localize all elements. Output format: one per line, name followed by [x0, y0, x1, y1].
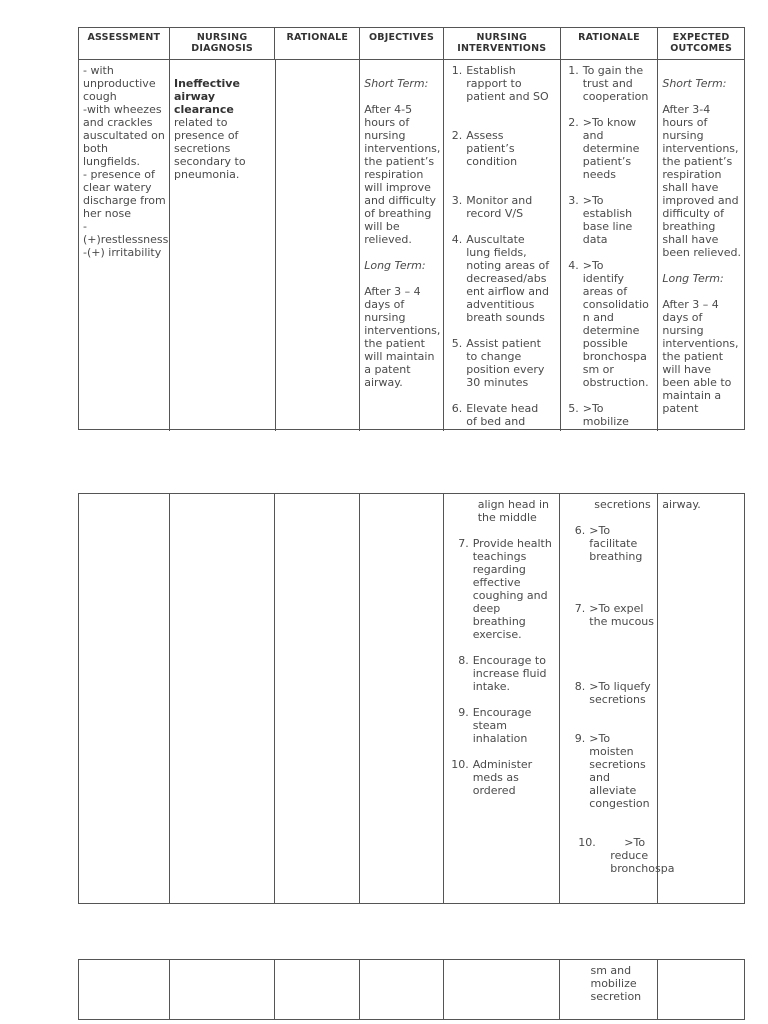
expected-outcomes-cell-empty [658, 960, 744, 1019]
assessment-line: cough [83, 90, 117, 103]
item-line: patient’s [466, 142, 515, 155]
item-line: reduce [610, 849, 649, 862]
assessment-line: (+)restlessness [83, 233, 169, 246]
item-number: 1. [451, 64, 463, 77]
spacer [448, 745, 557, 758]
item-line: determine [582, 142, 640, 155]
spacer [448, 641, 557, 654]
rationale-cell-empty [276, 60, 361, 431]
objectives-cell-empty [360, 494, 444, 903]
objective-line: will improve [364, 181, 431, 194]
item-line: possible [582, 337, 628, 350]
item-number: 8. [458, 654, 469, 667]
item-line: intake. [472, 680, 511, 693]
assessment-line: unproductive [83, 77, 156, 90]
item-line: align head in [477, 498, 550, 511]
item-line: and [582, 129, 604, 142]
item-line: areas of [582, 285, 628, 298]
item-line: effective [472, 576, 521, 589]
item-line: of bed and [466, 415, 526, 428]
diagnosis-line: presence of [174, 129, 239, 142]
outcome-line: breathing [662, 220, 716, 233]
objective-line: of breathing [364, 207, 432, 220]
objective-line: nursing [364, 311, 406, 324]
item-number: 9. [458, 706, 469, 719]
item-line: bronchospa [610, 862, 675, 875]
table-row [79, 960, 744, 1019]
continuation-text [564, 498, 654, 511]
objective-line: will maintain [364, 350, 435, 363]
item-number: 5. [451, 337, 463, 350]
spacer [448, 693, 557, 706]
item-line: position every [466, 363, 545, 376]
item-number: 3. [568, 194, 579, 207]
item-line: breath sounds [466, 311, 545, 324]
item-line: regarding [472, 563, 526, 576]
spacer [565, 389, 655, 402]
assessment-line: both lungfields. [83, 142, 140, 168]
objective-line: will be [364, 220, 400, 233]
item-line: cooperation [582, 90, 649, 103]
outcome-line: difficulty of [662, 207, 725, 220]
item-line: Monitor and [466, 194, 533, 207]
objective-line: relieved. [364, 233, 412, 246]
item-line: >To know [582, 116, 637, 129]
interventions-cell-empty [444, 960, 561, 1019]
item-line: decreased/abs [466, 272, 547, 285]
rationale-cell-empty [275, 494, 360, 903]
item-text [589, 732, 654, 810]
long-term-label: Long Term: [364, 259, 426, 272]
item-text [466, 64, 557, 103]
rationale-interventions-cell [561, 60, 659, 431]
item-line: ordered [472, 784, 516, 797]
item-line: trust and [582, 77, 633, 90]
header-nursing-diagnosis: NURSING DIAGNOSIS [170, 28, 276, 59]
objective-line: interventions, [364, 142, 441, 155]
spacer [448, 524, 557, 537]
header-rationale-2: RATIONALE [561, 28, 659, 59]
spacer [448, 389, 557, 402]
rationale-cell-empty [275, 960, 360, 1019]
outcome-line: interventions, [662, 337, 739, 350]
item-line: bronchospa [582, 350, 647, 363]
item-text [583, 402, 655, 428]
item-line: determine [582, 324, 640, 337]
diagnosis-title-line: airway [174, 90, 216, 103]
item-line: noting areas of [466, 259, 550, 272]
objective-line: days of [364, 298, 405, 311]
diagnosis-line: pneumonia. [174, 168, 240, 181]
spacer [564, 706, 654, 719]
objective-line: After 4-5 [364, 103, 413, 116]
item-number: 8. [574, 680, 586, 693]
spacer [564, 511, 654, 524]
objective-line: and difficulty [364, 194, 436, 207]
long-term-label: Long Term: [662, 272, 724, 285]
outcome-line: maintain a [662, 389, 722, 402]
assessment-line: -(+) irritability [83, 246, 162, 259]
item-text [583, 64, 655, 103]
item-line: adventitious [466, 298, 535, 311]
rationale-line: secretion [590, 990, 642, 1003]
spacer [662, 285, 741, 298]
item-line: ent airflow and [466, 285, 549, 298]
item-line: and [589, 771, 610, 784]
list-item [448, 337, 557, 389]
item-line: alleviate [589, 784, 637, 797]
assessment-line: clear watery [83, 181, 152, 194]
item-line: patient and SO [466, 90, 549, 103]
item-line: Assist patient [466, 337, 541, 350]
item-line: record V/S [466, 207, 524, 220]
item-line: Assess [466, 129, 504, 142]
list-item [565, 64, 655, 103]
rationale-line: mobilize [590, 977, 637, 990]
outcome-line: the patient [662, 350, 724, 363]
list-item [448, 654, 557, 693]
spacer [565, 103, 655, 116]
list-item [448, 233, 557, 324]
spacer [564, 667, 654, 680]
assessment-line: her nose [83, 207, 131, 220]
item-number: 7. [458, 537, 469, 550]
outcome-line: the patient’s [662, 155, 733, 168]
table-row [79, 494, 744, 903]
item-line: secretions [589, 758, 646, 771]
objective-line: airway. [364, 376, 403, 389]
diagnosis-cell-empty [170, 494, 276, 903]
item-number: 10. [451, 758, 469, 771]
diagnosis-cell [170, 60, 276, 431]
item-number: 2. [451, 129, 463, 142]
item-line: mobilize [582, 415, 629, 428]
outcome-line: hours of [662, 116, 708, 129]
interventions-cell [444, 60, 561, 431]
item-line: >To [589, 732, 611, 745]
item-line: breathing [589, 550, 643, 563]
outcome-line: nursing [662, 129, 704, 142]
spacer [364, 90, 440, 103]
assessment-line: auscultated on [83, 129, 165, 142]
item-line: increase fluid [472, 667, 547, 680]
spacer [565, 246, 655, 259]
item-line: meds as [472, 771, 519, 784]
outcome-line: been relieved. [662, 246, 742, 259]
list-item [565, 194, 655, 246]
item-line: >To [589, 524, 611, 537]
short-term-label: Short Term: [364, 77, 429, 90]
list-item [565, 116, 655, 181]
objective-line: nursing [364, 129, 406, 142]
item-line: facilitate [589, 537, 638, 550]
spacer [364, 272, 440, 285]
item-line: patient’s [582, 155, 632, 168]
item-line: secretions [589, 693, 646, 706]
short-term-label: Short Term: [662, 77, 727, 90]
item-line: condition [466, 155, 518, 168]
item-line: >To [582, 402, 604, 415]
item-text [583, 259, 655, 389]
item-line: inhalation [472, 732, 528, 745]
item-line: the middle [477, 511, 537, 524]
spacer [662, 90, 741, 103]
item-number: 3. [451, 194, 463, 207]
diagnosis-cell-empty [170, 960, 276, 1019]
assessment-line: - [83, 220, 87, 233]
outcome-line: After 3 – 4 [662, 298, 719, 311]
header-objectives: OBJECTIVES [360, 28, 444, 59]
item-text [589, 680, 654, 706]
item-line: to change [466, 350, 522, 363]
item-line: rapport to [466, 77, 522, 90]
item-text [473, 706, 557, 745]
objective-line: hours of [364, 116, 410, 129]
item-line: exercise. [472, 628, 522, 641]
item-number: 6. [451, 402, 463, 415]
assessment-cell [79, 60, 170, 431]
item-number: 6. [574, 524, 586, 537]
outcome-line: nursing [662, 324, 704, 337]
item-line: steam [472, 719, 507, 732]
item-line: Administer [472, 758, 533, 771]
assessment-line: and crackles [83, 116, 153, 129]
spacer [448, 103, 557, 116]
outcome-line: will have [662, 363, 711, 376]
spacer [564, 576, 654, 589]
list-item [448, 402, 557, 428]
care-plan-table-page2 [78, 493, 745, 904]
item-line: establish [582, 207, 633, 220]
care-plan-table-page1 [78, 27, 745, 430]
table-header-row [79, 28, 744, 60]
list-item [448, 706, 557, 745]
spacer [564, 641, 654, 654]
item-line: >To [582, 259, 604, 272]
outcome-line: days of [662, 311, 703, 324]
diagnosis-line: secretions [174, 142, 231, 155]
item-number: 4. [451, 233, 463, 246]
list-item [448, 537, 557, 641]
assessment-line: -with wheezes [83, 103, 162, 116]
item-number: 7. [574, 602, 586, 615]
spacer [564, 810, 654, 823]
rationale-interventions-cell [560, 494, 675, 903]
item-line: Provide health [472, 537, 552, 550]
spacer [448, 181, 557, 194]
item-text [473, 654, 557, 693]
objectives-cell [360, 60, 444, 431]
rationale-interventions-cell [560, 960, 658, 1019]
item-line: deep breathing [472, 602, 526, 628]
care-plan-table-page3 [78, 959, 745, 1020]
item-line: data [582, 233, 608, 246]
spacer [448, 168, 557, 181]
rationale-line: sm and [590, 964, 632, 977]
item-text [466, 129, 557, 168]
item-line: congestion [589, 797, 650, 810]
list-item [564, 836, 675, 875]
spacer [564, 654, 654, 667]
diagnosis-line: secondary to [174, 155, 246, 168]
outcome-line: shall have [662, 233, 719, 246]
item-line: needs [582, 168, 616, 181]
header-expected-outcomes: EXPECTED OUTCOMES [670, 32, 732, 54]
item-number: 4. [568, 259, 579, 272]
list-item [448, 758, 557, 797]
spacer [565, 181, 655, 194]
interventions-cell [444, 494, 561, 903]
spacer [364, 246, 440, 259]
item-line: Encourage [472, 706, 532, 719]
item-line: lung fields, [466, 246, 527, 259]
continuation-text [448, 498, 557, 524]
item-line: moisten [589, 745, 634, 758]
outcome-line: interventions, [662, 142, 739, 155]
outcome-line: improved and [662, 194, 739, 207]
item-line: Auscultate [466, 233, 525, 246]
assessment-line: discharge from [83, 194, 166, 207]
header-nursing-interventions: NURSING INTERVENTIONS [444, 28, 561, 59]
spacer [662, 259, 741, 272]
item-line: base line [582, 220, 633, 233]
list-item [564, 680, 654, 706]
outcome-line: been able to [662, 376, 732, 389]
item-line: sm or [582, 363, 614, 376]
item-text [473, 537, 557, 641]
spacer [564, 589, 654, 602]
table-row [79, 60, 744, 431]
assessment-cell-empty [79, 494, 170, 903]
assessment-cell-empty [79, 960, 170, 1019]
item-text [466, 194, 557, 220]
list-item [564, 524, 654, 563]
outcome-line: respiration [662, 168, 722, 181]
objective-line: After 3 – 4 [364, 285, 421, 298]
list-item [448, 129, 557, 168]
diagnosis-line: related to [174, 116, 228, 129]
item-text [466, 402, 557, 428]
spacer [564, 628, 654, 641]
outcome-line: airway. [662, 498, 701, 511]
header-rationale-1: RATIONALE [275, 28, 360, 59]
list-item [565, 402, 655, 428]
spacer [564, 823, 654, 836]
item-line: identify [582, 272, 625, 285]
item-line: the mucous [589, 615, 655, 628]
item-line: obstruction. [582, 376, 649, 389]
item-line: Elevate head [466, 402, 539, 415]
item-line: teachings [472, 550, 527, 563]
spacer [448, 324, 557, 337]
item-number: 1. [568, 64, 579, 77]
spacer [564, 719, 654, 732]
item-line: >To expel [589, 602, 644, 615]
objective-line: the patient [364, 337, 425, 350]
item-number: 5. [568, 402, 579, 415]
list-item [564, 732, 654, 810]
outcome-line: shall have [662, 181, 719, 194]
expected-outcomes-cell [658, 494, 744, 903]
item-line: coughing and [472, 589, 548, 602]
item-line: 30 minutes [466, 376, 529, 389]
item-text [589, 602, 654, 628]
spacer [564, 563, 654, 576]
objective-line: the patient’s [364, 155, 435, 168]
item-line: n and [582, 311, 614, 324]
item-line: secretions [594, 498, 651, 511]
item-text [589, 524, 654, 563]
item-text [583, 194, 655, 246]
item-text [583, 116, 655, 181]
expected-outcomes-cell [658, 60, 744, 431]
item-line: Encourage to [472, 654, 546, 667]
outcome-line: patent [662, 402, 699, 415]
item-line: >To liquefy [589, 680, 651, 693]
outcome-line: After 3-4 [662, 103, 711, 116]
diagnosis-title-line: Ineffective [174, 77, 240, 90]
item-number: 10. [578, 836, 596, 849]
assessment-line: - presence of [83, 168, 155, 181]
objective-line: respiration [364, 168, 424, 181]
list-item [564, 602, 654, 628]
diagnosis-title-line: clearance [174, 103, 234, 116]
item-text [466, 337, 557, 389]
item-text [473, 758, 557, 797]
objectives-cell-empty [360, 960, 444, 1019]
list-item [448, 64, 557, 103]
objective-line: interventions, [364, 324, 441, 337]
spacer [448, 220, 557, 233]
objective-line: a patent [364, 363, 411, 376]
list-item [448, 194, 557, 220]
item-line: >To [624, 836, 646, 849]
list-item [565, 259, 655, 389]
item-line: Establish [466, 64, 516, 77]
item-number: 2. [568, 116, 579, 129]
item-number: 9. [574, 732, 586, 745]
item-text [466, 233, 557, 324]
spacer [448, 116, 557, 129]
item-line: To gain the [582, 64, 644, 77]
assessment-line: - with [83, 64, 114, 77]
header-assessment: ASSESSMENT [79, 28, 170, 59]
item-line: consolidatio [582, 298, 649, 311]
item-line: >To [582, 194, 604, 207]
